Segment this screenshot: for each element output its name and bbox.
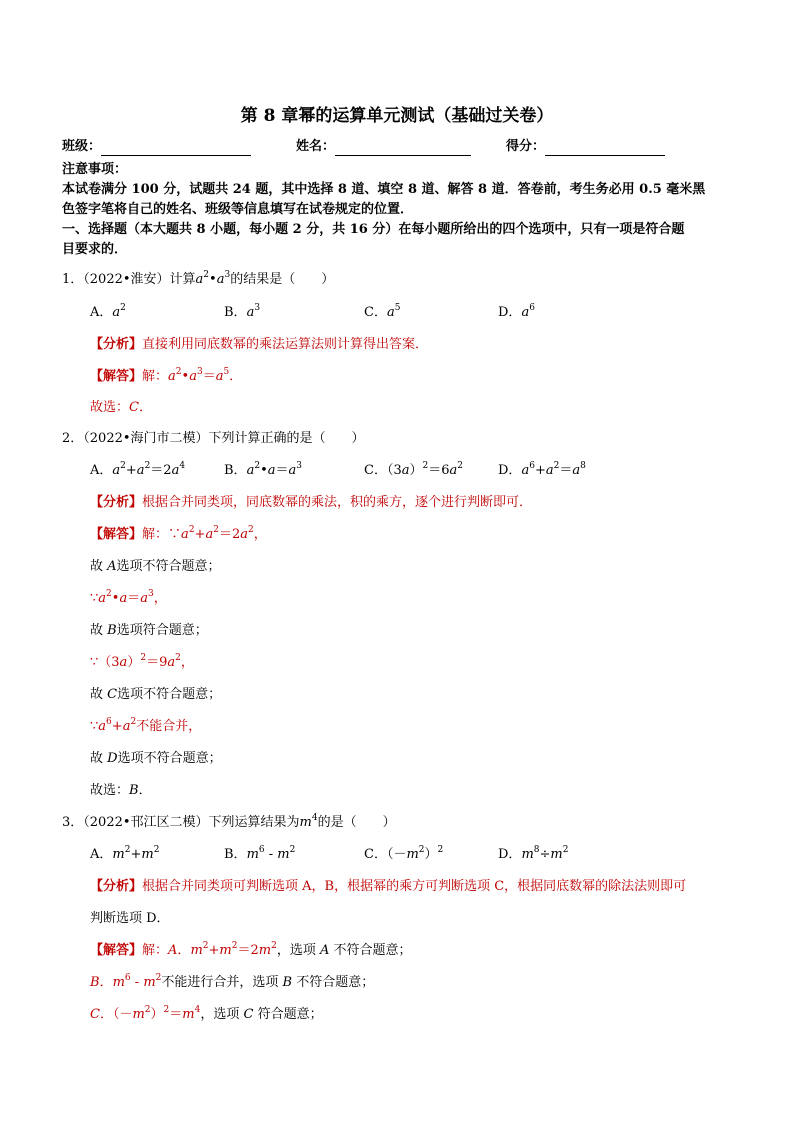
q1-analysis: 【分析】直接利用同底数幂的乘法运算法则计算得出答案． (90, 337, 429, 352)
name-blank[interactable] (335, 141, 471, 156)
notice-line: 色签字笔将自己的姓名、班级等信息填写在试卷规定的位置． (62, 202, 414, 217)
q1-option-c: C．$a^5$ (364, 303, 401, 320)
page-title: 第 8 章幂的运算单元测试（基础过关卷） (240, 106, 554, 126)
name-field (296, 138, 471, 156)
section-heading: 一、选择题（本大题共 8 小题，每小题 2 分，共 16 分）在每小题所给出的四个选项中，只有一项是符合题 (62, 222, 685, 237)
q1-answer: 【解答】解：$a^2•a^3=a^5$． (90, 367, 243, 384)
question-2-stem: 2．（2022•海门市二模）下列计算正确的是（ ） (62, 431, 365, 446)
q2-option-b: B．$a^2•a=a^3$ (224, 461, 303, 478)
q2-step-b: $\because a^2•a=a^3$， (90, 589, 167, 606)
question-3-stem: 3．（2022•邗江区二模）下列运算结果为$m^4$的是（ ） (62, 813, 396, 830)
q2-option-a: A．$a^2+a^2=2a^4$ (90, 461, 186, 478)
q2-choice: 故选：B． (90, 783, 152, 798)
q2-verdict-a: 故 A选项不符合题意； (90, 559, 221, 574)
q2-option-c: C．$(3a)^2=6a^2$ (364, 461, 464, 478)
q1-option-d: D．$a^6$ (498, 303, 535, 320)
q2-verdict-b: 故 B选项符合题意； (90, 623, 208, 638)
q2-step-d: $\because a^6+a^2$不能合并， (90, 717, 202, 734)
q3-analysis-line1: 【分析】根据合并同类项可判断选项 A，B，根据幂的乘方可判断选项 C，根据同底数幂的除法法则即可 (90, 879, 687, 894)
name-label: 姓名： (296, 139, 336, 154)
q2-answer: 【解答】解：$\because a^2+a^2=2a^2$， (90, 525, 267, 542)
question-1-stem: 1．（2022•淮安）计算$a^2•a^3$的结果是（ ） (62, 270, 335, 287)
q2-verdict-d: 故 D选项不符合题意； (90, 751, 222, 766)
q2-option-d: D．$a^6+a^2=a^8$ (498, 461, 586, 478)
q3-answer-a: 【解答】解：A．$m^2+m^2=2m^2$，选项 A 不符合题意； (90, 941, 412, 958)
class-field (62, 138, 251, 156)
section-heading: 目要求的． (62, 242, 128, 257)
q3-answer-c: C．$(-m^2)^2=m^4$，选项 C 符合题意； (90, 1005, 323, 1022)
q1-choice: 故选：C． (90, 400, 152, 415)
q1-option-b: B．$a^3$ (224, 303, 261, 320)
score-blank[interactable] (545, 141, 665, 156)
q3-option-d: D．$m^8\div m^2$ (498, 845, 569, 862)
q2-step-c: $\because(3a)^2=9a^2$， (90, 653, 194, 670)
q2-analysis: 【分析】根据合并同类项，同底数幂的乘法，积的乘方，逐个进行判断即可． (90, 495, 533, 510)
q1-option-a: A．$a^2$ (90, 303, 126, 320)
score-label: 得分： (506, 139, 546, 154)
q3-analysis-line2: 判断选项 D． (90, 911, 170, 926)
q3-answer-b: B．$m^6 - m^2$不能进行合并，选项 B 不符合题意； (90, 973, 375, 990)
score-field (506, 138, 665, 156)
class-blank[interactable] (101, 141, 251, 156)
q3-option-c: C．$(-m^2)^2$ (364, 845, 444, 862)
q2-verdict-c: 故 C选项不符合题意； (90, 687, 222, 702)
notice-heading: 注意事项： (62, 162, 128, 177)
class-label: 班级： (62, 139, 102, 154)
notice-line: 本试卷满分 100 分，试题共 24 题，其中选择 8 道、填空 8 道、解答 8 道．答卷前，考生务必用 0.5 毫米黑 (62, 182, 706, 197)
q3-option-a: A．$m^2+m^2$ (90, 845, 160, 862)
q3-option-b: B．$m^6 - m^2$ (224, 845, 296, 862)
